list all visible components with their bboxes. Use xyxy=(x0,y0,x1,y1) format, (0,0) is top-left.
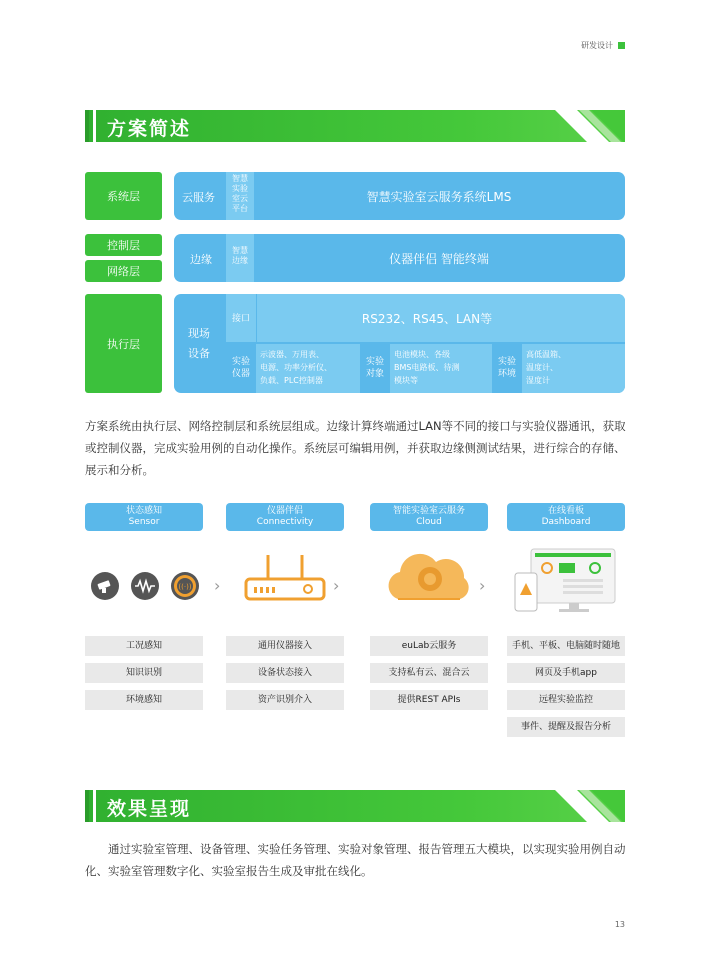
chevron-right-icon: › xyxy=(214,576,221,595)
section-header-results xyxy=(85,790,625,822)
header-accent xyxy=(85,790,89,822)
column-title: 状态感知 xyxy=(125,506,162,516)
environment-label: 实验 环境 xyxy=(492,344,522,393)
cloud-icon xyxy=(378,547,478,609)
edge-tag: 智慧 边缘 xyxy=(226,234,254,282)
chip: 支持私有云、混合云 xyxy=(370,663,488,683)
column-cloud xyxy=(370,503,488,705)
feature-columns xyxy=(85,503,630,748)
object-label: 实验 对象 xyxy=(360,344,390,393)
section-title: 方案简述 xyxy=(107,118,192,140)
chip: 知识识别 xyxy=(85,663,203,683)
edge-panel xyxy=(174,234,625,282)
chip: 资产识别介入 xyxy=(226,690,344,710)
column-subtitle: Sensor xyxy=(128,517,160,527)
header-label-text: 研发设计 xyxy=(581,41,613,50)
chip: 提供REST APIs xyxy=(370,690,488,710)
field-device-label: 现场 设备 xyxy=(188,327,210,360)
column-header xyxy=(85,503,203,531)
column-header xyxy=(226,503,344,531)
section-header-overview xyxy=(85,110,625,142)
chip: 远程实验监控 xyxy=(507,690,625,710)
object-text: 电池模块、各级 BMS电路板、待测 模块等 xyxy=(394,350,460,385)
column-sensor xyxy=(85,503,203,705)
dashboard-icon xyxy=(511,543,621,615)
column-header xyxy=(370,503,488,531)
chevron-right-icon: › xyxy=(333,576,340,595)
exec-layer-label: 执行层 xyxy=(85,294,162,393)
results-paragraph: 通过实验室管理、设备管理、实验任务管理、实验对象管理、报告管理五大模块，以实现实验用例自动化、实验室管理数字化、实验室报告生成及审批在线化。 xyxy=(85,842,626,878)
chevron-right-icon: › xyxy=(479,576,486,595)
interface-main-text: RS232、RS45、LAN等 xyxy=(361,312,493,326)
instrument-label: 实验 仪器 xyxy=(226,344,256,393)
column-subtitle: Cloud xyxy=(416,517,442,527)
column-dashboard xyxy=(507,503,625,732)
header-accent-line xyxy=(93,110,96,142)
interface-row xyxy=(226,294,625,342)
chip: 环境感知 xyxy=(85,690,203,710)
svg-text:((·)): ((·)) xyxy=(178,583,192,591)
chip: 通用仪器接入 xyxy=(226,636,344,656)
interface-label: 接口 xyxy=(232,314,251,324)
chip: 工况感知 xyxy=(85,636,203,656)
green-square-icon xyxy=(618,42,625,49)
architecture-diagram xyxy=(85,172,625,397)
stripe-decoration-icon xyxy=(555,110,625,142)
cloud-platform-tag: 智慧 实验 室云 平台 xyxy=(226,172,254,220)
column-header xyxy=(507,503,625,531)
edge-main-text: 仪器伴侣 智能终端 xyxy=(389,252,489,266)
chip: 手机、平板、电脑随时随地 xyxy=(507,636,625,656)
column-title: 在线看板 xyxy=(547,506,584,516)
field-device-panel xyxy=(174,294,625,393)
header-label xyxy=(581,40,625,51)
column-subtitle: Connectivity xyxy=(256,517,314,527)
cloud-service-panel xyxy=(174,172,625,220)
edge-label: 边缘 xyxy=(190,253,212,266)
section-title: 效果呈现 xyxy=(107,798,192,820)
column-title: 仪器伴侣 xyxy=(266,506,303,516)
header-accent-line xyxy=(93,790,96,822)
cloud-service-label: 云服务 xyxy=(182,191,215,204)
chip: 网页及手机app xyxy=(507,663,625,683)
environment-text: 高低温箱、 温度计、 湿度计 xyxy=(526,350,566,385)
column-connectivity xyxy=(226,503,344,705)
instrument-text: 示波器、万用表、 电源、功率分析仪、 负载、PLC控制器 xyxy=(260,350,332,385)
stripe-decoration-icon xyxy=(555,790,625,822)
page-number: 13 xyxy=(614,920,625,929)
divider xyxy=(256,294,257,342)
chip: euLab云服务 xyxy=(370,636,488,656)
router-icon xyxy=(240,551,330,606)
control-layer-label: 控制层 xyxy=(85,234,162,256)
cloud-main-text: 智慧实验室云服务系统LMS xyxy=(366,190,512,204)
chip: 设备状态接入 xyxy=(226,663,344,683)
system-layer-label: 系统层 xyxy=(85,172,162,220)
sensor-icons xyxy=(89,568,201,604)
network-layer-label: 网络层 xyxy=(85,260,162,282)
overview-paragraph: 方案系统由执行层、网络控制层和系统层组成。边缘计算终端通过LAN等不同的接口与实验仪器通讯，获取或控制仪器，完成实验用例的自动化操作。系统层可编辑用例，并获取边缘侧测试结果，进行综合的存储、展示和分析。 xyxy=(85,419,626,477)
device-row xyxy=(226,344,625,393)
header-accent xyxy=(85,110,89,142)
chip: 事件、提醒及报告分析 xyxy=(507,717,625,737)
column-title: 智能实验室云服务 xyxy=(392,506,465,516)
column-subtitle: Dashboard xyxy=(541,517,591,527)
